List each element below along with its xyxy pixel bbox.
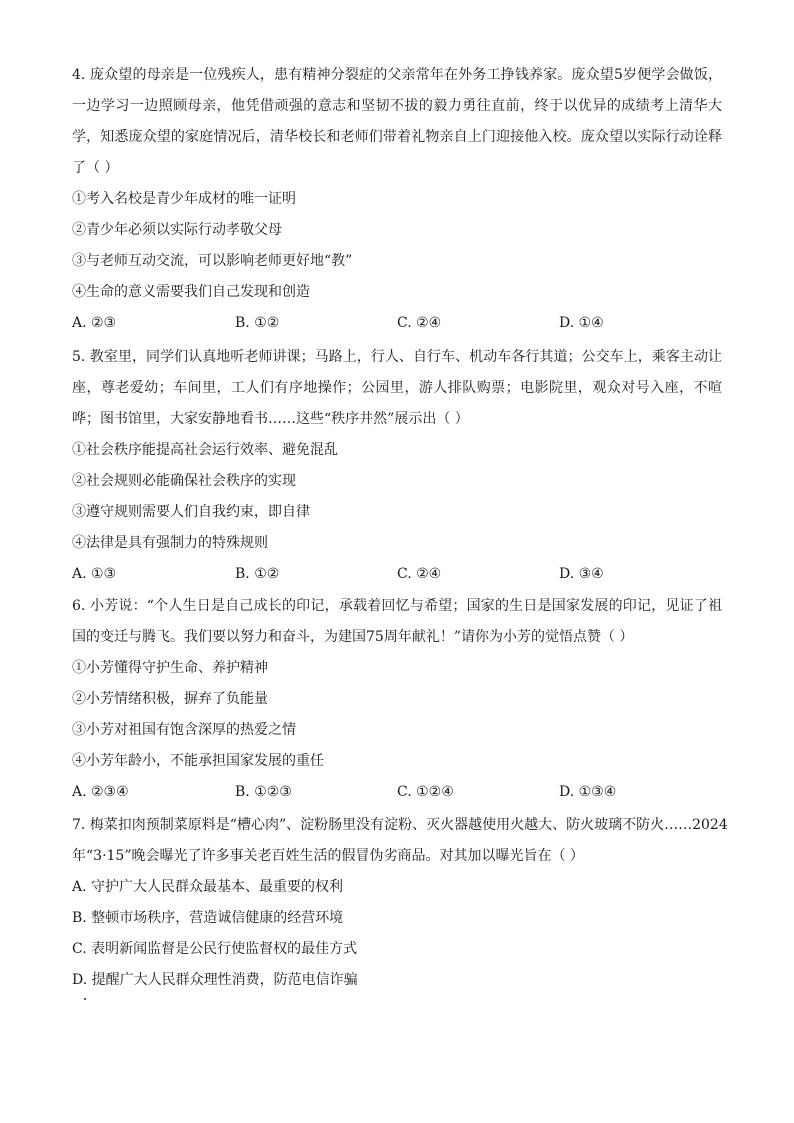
statement-option: ③遵守规则需要人们自我约束，即自律 [72,504,310,520]
question-stem-line: 4. 庞众望的母亲是一位残疾人，患有精神分裂症的父亲常年在外务工挣钱养家。庞众望5岁便学会做饭， [72,67,722,83]
question-stem-line: 哗；图书馆里，大家安静地看书……这些“秩序井然”展示出（ ） [72,411,469,427]
answer-option-d: D. 提醒广大人民群众理性消费，防范电信诈骗 [72,972,358,988]
question-stem-line: 座，尊老爱幼；车间里，工人们有序地操作；公园里，游人排队购票；电影院里，观众对号入座，不喧 [72,380,722,396]
choice-b: B. ①② [235,566,280,582]
choice-a: A. ②③ [72,315,117,331]
question-6 [72,591,722,808]
question-stem-line: 6. 小芳说：“个人生日是自己成长的印记，承载着回忆与希望；国家的生日是国家发展的印记，见证了祖 [72,598,722,614]
question-5 [72,342,722,590]
statement-option: ④生命的意义需要我们自己发现和创造 [72,284,310,300]
answer-option-a: A. 守护广大人民群众最基本、最重要的权利 [72,879,344,895]
choice-b: B. ①②③ [235,784,292,800]
choice-c: C. ②④ [397,566,442,582]
choice-a: A. ②③④ [72,784,129,800]
question-stem-line: 7. 梅菜扣肉预制菜原料是“槽心肉”、淀粉肠里没有淀粉、灭火器越使用火越大、防火玻璃不防火……2024 [72,817,728,833]
question-stem-line: 学，知悉庞众望的家庭情况后，清华校长和老师们带着礼物亲自上门迎接他入校。庞众望以实际行动诠释 [72,129,722,145]
answer-choices [72,308,722,339]
question-4 [72,60,722,339]
statement-option: ②青少年必须以实际行动孝敬父母 [72,222,282,238]
statement-option: ②小芳情绪积极，摒弃了负能量 [72,691,268,707]
question-stem-line: 年“3·15”晚会曝光了许多事关老百姓生活的假冒伪劣商品。对其加以曝光旨在（ ） [72,848,584,864]
statement-option: ②社会规则必能确保社会秩序的实现 [72,473,296,489]
answer-choices [72,559,722,590]
choice-d: D. ③④ [559,566,604,582]
stray-mark [84,998,86,1000]
question-stem-line: 一边学习一边照顾母亲，他凭借顽强的意志和坚韧不拔的毅力勇往直前，终于以优异的成绩考上清华大 [72,98,722,114]
choice-c: C. ①②④ [397,784,454,800]
answer-option-b: B. 整顿市场秩序，营造诚信健康的经营环境 [72,910,344,926]
statement-option: ①考入名校是青少年成材的唯一证明 [72,191,296,207]
answer-choices [72,777,722,808]
question-7 [72,810,728,996]
answer-option-c: C. 表明新闻监督是公民行使监督权的最佳方式 [72,941,358,957]
statement-option: ④小芳年龄小，不能承担国家发展的重任 [72,753,324,769]
statement-option: ③小芳对祖国有饱含深厚的热爱之情 [72,722,296,738]
choice-d: D. ①③④ [559,784,617,800]
statement-option: ①社会秩序能提高社会运行效率、避免混乱 [72,442,338,458]
statement-option: ①小芳懂得守护生命、养护精神 [72,660,268,676]
question-stem-line: 5. 教室里，同学们认真地听老师讲课；马路上，行人、自行车、机动车各行其道；公交车上，乘客主动让 [72,349,722,365]
choice-d: D. ①④ [559,315,604,331]
question-stem-line: 国的变迁与腾飞。我们要以努力和奋斗，为建国75周年献礼！”请你为小芳的觉悟点赞（ ） [72,629,634,645]
statement-option: ④法律是具有强制力的特殊规则 [72,535,268,551]
choice-c: C. ②④ [397,315,442,331]
choice-a: A. ①③ [72,566,117,582]
statement-option: ③与老师互动交流，可以影响老师更好地“教” [72,253,353,269]
choice-b: B. ①② [235,315,280,331]
question-stem-line: 了（ ） [72,160,119,176]
